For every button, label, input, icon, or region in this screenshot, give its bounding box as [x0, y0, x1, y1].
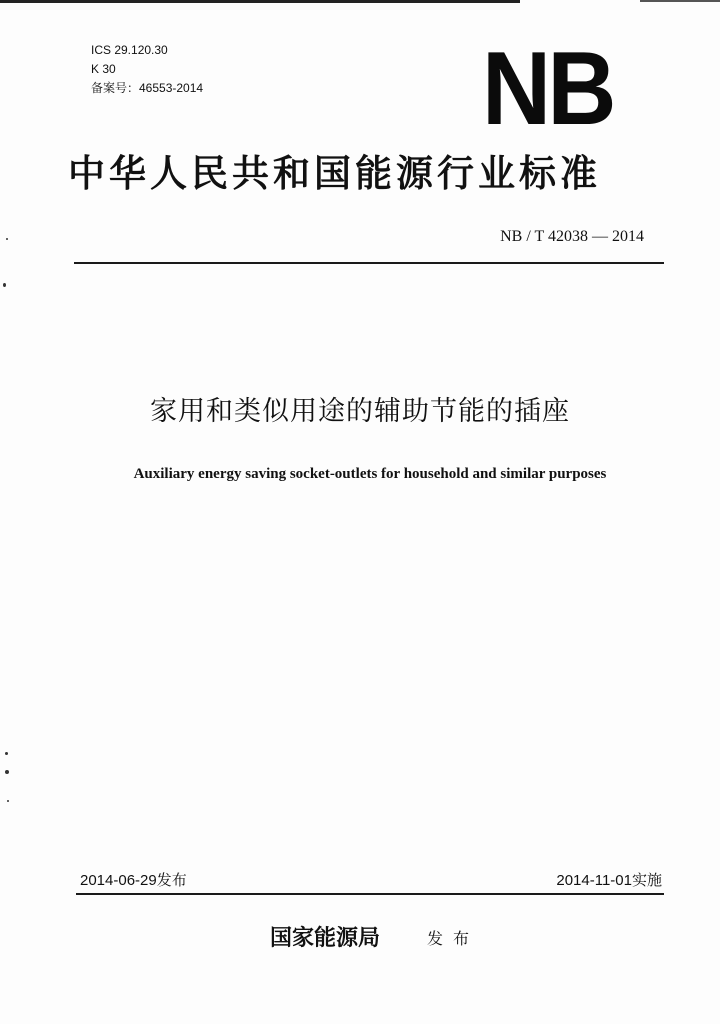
standard-number: NB / T 42038 — 2014 [500, 228, 644, 245]
nb-logo: NB [482, 31, 613, 147]
implementation-date: 2014-11-01实施 [556, 872, 662, 889]
document-title-chinese: 家用和类似用途的辅助节能的插座 [150, 396, 570, 427]
ccs-code: K 30 [91, 62, 116, 76]
scan-speck [7, 800, 9, 802]
scan-edge-top [0, 0, 520, 3]
divider-top [74, 262, 664, 264]
ics-code: ICS 29.120.30 [91, 43, 168, 57]
document-title-english: Auxiliary energy saving socket-outlets for household and similar purposes [133, 466, 607, 482]
issue-date: 2014-06-29发布 [80, 872, 187, 889]
publish-label: 发布 [427, 929, 480, 948]
classification-block [91, 41, 203, 98]
standard-category-title: 中华人民共和国能源行业标准 [68, 151, 601, 195]
scan-speck [5, 752, 8, 755]
scan-speck [5, 770, 9, 774]
scan-speck [6, 238, 8, 240]
filing-number: 备案号：46553-2014 [91, 81, 204, 95]
publisher-name: 国家能源局 [270, 925, 381, 951]
scan-edge-top-right [640, 0, 720, 2]
scan-speck [3, 283, 6, 287]
divider-bottom [76, 893, 664, 895]
